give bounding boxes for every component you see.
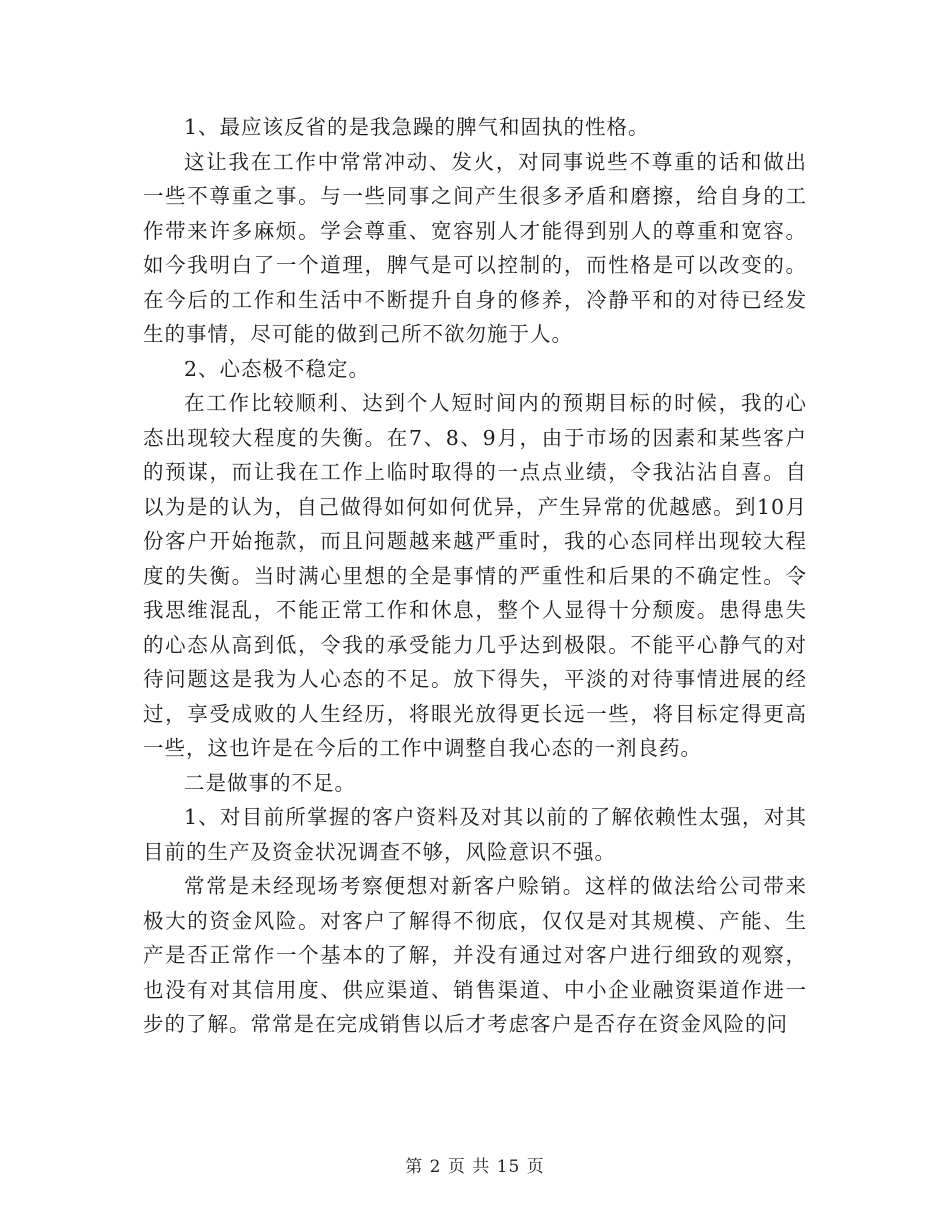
- paragraph-7: 常常是未经现场考察便想对新客户赊销。这样的做法给公司带来极大的资金风险。对客户了解得不彻底，仅仅是对其规模、产能、生产是否正常作一个基本的了解，并没有通过对客户进行细致的观察，也没有对其信用度、供应渠道、销售渠道、中小企业融资渠道作进一步的了解。常常是在完成销售以后才考虑客户是否存在资金风险的问: [143, 874, 807, 1036]
- document-body: [143, 110, 807, 1042]
- paragraph-6: 1、对目前所掌握的客户资料及对其以前的了解依赖性太强，对其目前的生产及资金状况调查不够，风险意识不强。: [143, 805, 807, 864]
- paragraph-2: 这让我在工作中常常冲动、发火，对同事说些不尊重的话和做出一些不尊重之事。与一些同事之间产生很多矛盾和磨擦，给自身的工作带来许多麻烦。学会尊重、宽容别人才能得到别人的尊重和宽容。如今我明白了一个道理，脾气是可以控制的，而性格是可以改变的。在今后的工作和生活中不断提升自身的修养，冷静平和的对待已经发生的事情，尽可能的做到己所不欲勿施于人。: [143, 149, 807, 346]
- paragraph-5: 二是做事的不足。: [184, 770, 356, 795]
- paragraph-4: 在工作比较顺利、达到个人短时间内的预期目标的时候，我的心态出现较大程度的失衡。在7、8、9月，由于市场的因素和某些客户的预谋，而让我在工作上临时取得的一点点业绩，令我沾沾自喜。自以为是的认为，自己做得如何如何优异，产生异常的优越感。到10月份客户开始拖款，而且问题越来越严重时，我的心态同样出现较大程度的失衡。当时满心里想的全是事情的严重性和后果的不确定性。令我思维混乱，不能正常工作和休息，整个人显得十分颓废。患得患失的心态从高到低，令我的承受能力几乎达到极限。不能平心静气的对待问题这是我为人心态的不足。放下得失，平淡的对待事情进展的经过，享受成败的人生经历，将眼光放得更长远一些，将目标定得更高一些，这也许是在今后的工作中调整自我心态的一剂良药。: [143, 391, 807, 760]
- page-number-label: 第 2 页 共 15 页: [405, 1157, 545, 1177]
- paragraph-3: 2、心态极不稳定。: [184, 356, 371, 381]
- paragraph-1: 1、最应该反省的是我急躁的脾气和固执的性格。: [184, 115, 650, 139]
- page-footer: [0, 1152, 950, 1177]
